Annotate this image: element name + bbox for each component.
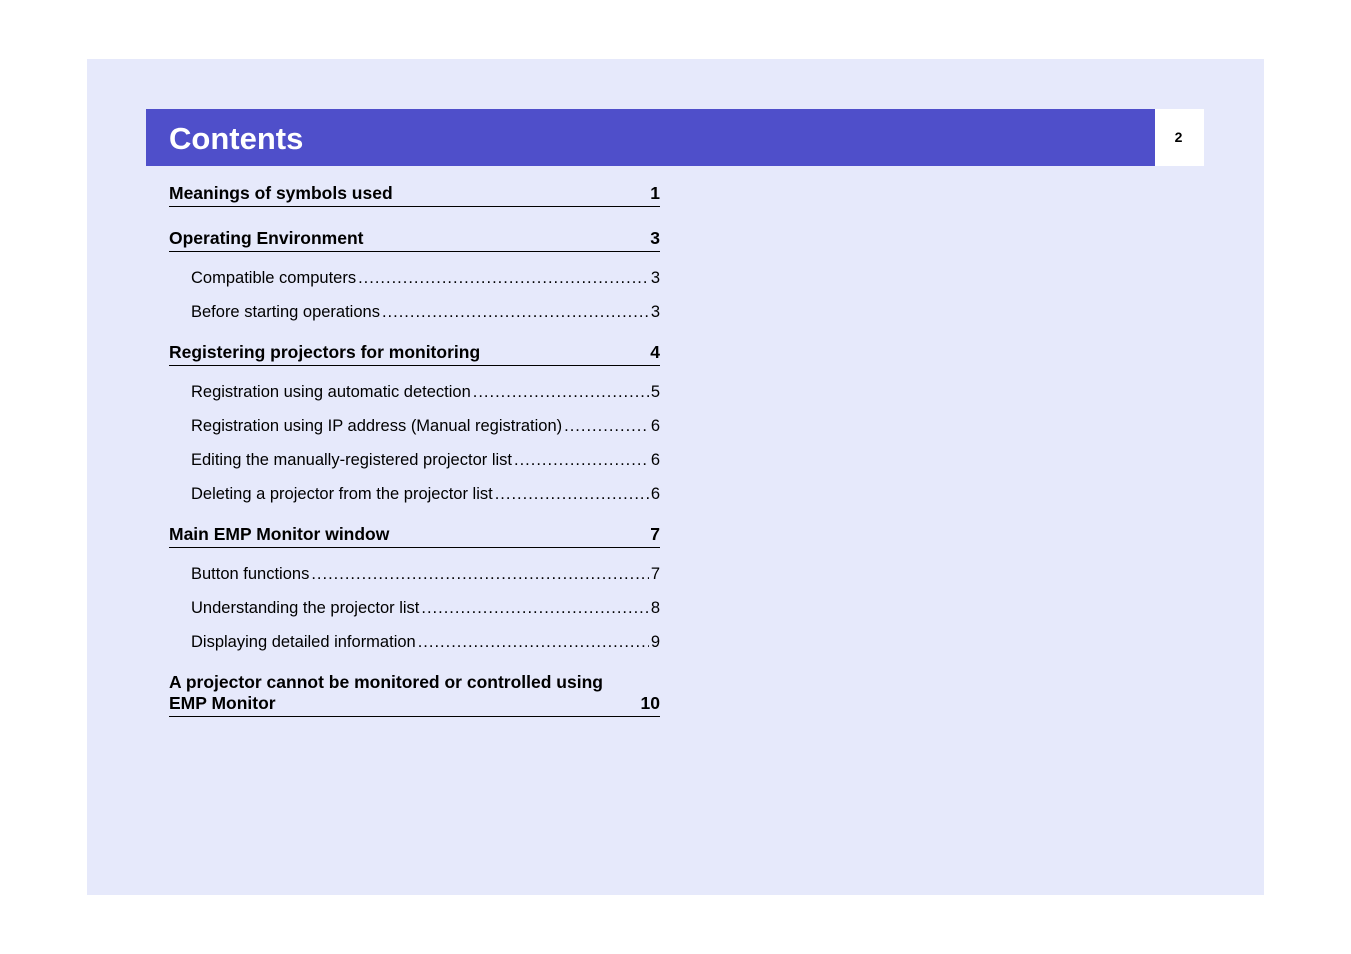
entry-label: Editing the manually-registered projector list	[191, 451, 512, 469]
page-title: Contents	[169, 121, 304, 156]
leader-dots	[358, 268, 649, 288]
toc-entry-compatible-computers[interactable]	[191, 268, 660, 288]
section-title: Operating Environment	[169, 228, 364, 248]
leader-dots	[495, 484, 649, 504]
toc-section-symbols[interactable]	[169, 183, 660, 207]
leader-dots	[473, 382, 649, 402]
toc-section-operating-environment[interactable]	[169, 228, 660, 252]
toc-entry-ip-address[interactable]	[191, 416, 660, 436]
section-title: Registering projectors for monitoring	[169, 342, 481, 362]
toc-section-main-window[interactable]	[169, 524, 660, 548]
leader-dots	[311, 564, 648, 584]
entry-page: 7	[650, 565, 660, 583]
toc-entry-projector-list[interactable]	[191, 598, 660, 618]
entry-page: 8	[650, 599, 660, 617]
entry-page: 6	[650, 485, 660, 503]
leader-dots	[564, 416, 649, 436]
toc-entry-before-starting[interactable]	[191, 302, 660, 322]
section-title: Main EMP Monitor window	[169, 524, 390, 544]
page-number: 2	[1174, 129, 1183, 145]
section-page: 7	[650, 524, 660, 544]
entry-page: 9	[650, 633, 660, 651]
toc-entry-deleting-projector[interactable]	[191, 484, 660, 504]
title-bar	[146, 109, 1155, 166]
entry-label: Registration using IP address (Manual registration)	[191, 417, 563, 435]
leader-dots	[418, 632, 649, 652]
toc-section-troubleshooting[interactable]	[169, 672, 660, 717]
leader-dots	[382, 302, 649, 322]
section-page: 4	[650, 342, 660, 362]
entry-label: Before starting operations	[191, 303, 380, 321]
toc-entry-auto-detection[interactable]	[191, 382, 660, 402]
toc-entry-button-functions[interactable]	[191, 564, 660, 584]
leader-dots	[514, 450, 649, 470]
entry-page: 6	[650, 417, 660, 435]
entry-label: Registration using automatic detection	[191, 383, 471, 401]
section-title: Meanings of symbols used	[169, 183, 393, 203]
entry-label: Understanding the projector list	[191, 599, 420, 617]
section-page: 3	[650, 228, 660, 248]
section-page: 10	[640, 693, 660, 713]
toc-entry-detailed-info[interactable]	[191, 632, 660, 652]
entry-label: Compatible computers	[191, 269, 357, 287]
entry-page: 3	[650, 269, 660, 287]
entry-page: 5	[650, 383, 660, 401]
entry-label: Deleting a projector from the projector list	[191, 485, 493, 503]
entry-page: 3	[650, 303, 660, 321]
section-page: 1	[650, 183, 660, 203]
entry-page: 6	[650, 451, 660, 469]
page-number-box	[1155, 109, 1204, 166]
section-title: A projector cannot be monitored or controlled using EMP Monitor	[169, 672, 603, 713]
toc-section-registering[interactable]	[169, 342, 660, 366]
entry-label: Button functions	[191, 565, 310, 583]
leader-dots	[421, 598, 648, 618]
entry-label: Displaying detailed information	[191, 633, 416, 651]
toc-entry-editing-list[interactable]	[191, 450, 660, 470]
